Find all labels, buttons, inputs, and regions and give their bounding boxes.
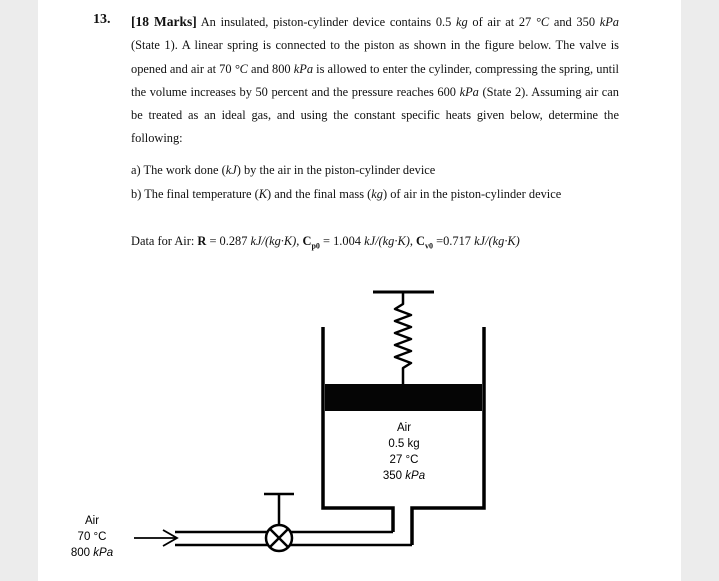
part-a-text: a) The work done ( (131, 163, 226, 177)
separator: , (296, 234, 303, 248)
statement-text: An insulated, piston-cylinder device contains 0.5 (196, 15, 457, 29)
statement-text: is allowed to enter the cylinder, compressing the spring, until the volume increases by 50 percent and the pressure reaches 600 (131, 61, 619, 99)
cp-value: = 1.004 (319, 234, 365, 248)
tank-air-name: Air (396, 422, 412, 434)
gas-constant-unit: kJ/(kg·K) (250, 234, 297, 248)
cv-unit: kJ/(kg·K) (474, 234, 520, 248)
unit-celsius: °C (234, 61, 248, 76)
tank-air-label (364, 420, 444, 484)
tank-pressure-value: 350 (382, 470, 406, 482)
unit-kpa: kPa (293, 61, 314, 76)
unit-kpa: kPa (459, 84, 479, 99)
statement-text: (State 1). A linear spring is connected to the piston as shown in the figure below. The valve is opened and air at 70 (131, 38, 619, 76)
cv-subscript: v0 (425, 241, 433, 251)
unit-kg: kg (371, 187, 383, 201)
tank-pressure-unit: kPa (405, 470, 426, 482)
tank-air-temperature: 27 °C (389, 454, 419, 466)
gas-constant-value: = 0.287 (206, 234, 251, 248)
cp-unit: kJ/(kg·K) (364, 234, 410, 248)
unit-kpa: kPa (599, 15, 619, 29)
unit-kg: kg (456, 15, 468, 29)
unit-k: K (258, 187, 268, 201)
inlet-air-label (56, 513, 128, 561)
part-b-text: b) The final temperature ( (131, 187, 259, 201)
inlet-pressure-unit: kPa (93, 547, 114, 559)
statement-text: and 800 (247, 61, 294, 76)
separator: , (409, 234, 417, 248)
tank-air-mass: 0.5 kg (388, 438, 420, 450)
inlet-air-name: Air (84, 515, 100, 527)
unit-kj: kJ (225, 163, 237, 177)
inlet-pressure-value: 800 (70, 547, 94, 559)
question-number: 13. (93, 12, 111, 27)
cv-symbol: C (416, 234, 425, 248)
part-a-text: ) by the air in the piston-cylinder device (236, 163, 436, 177)
part-b-text: ) of air in the piston-cylinder device (382, 187, 562, 201)
cp-subscript: p0 (311, 241, 320, 251)
piston (325, 384, 482, 411)
inlet-air-temperature: 70 °C (77, 531, 107, 543)
linear-spring (395, 292, 411, 384)
gas-constant-symbol: R (197, 234, 207, 248)
unit-celsius: °C (535, 15, 550, 29)
statement-text: (State 2). Assuming air can be treated as an ideal gas, and using the constant specific heats given below, determine the following: (131, 84, 619, 146)
cp-symbol: C (302, 234, 312, 248)
data-lead: Data for Air: (131, 234, 198, 248)
tank-air-pressure (364, 468, 444, 484)
statement-text: of air at 27 (467, 15, 536, 29)
cv-value: =0.717 (433, 234, 475, 248)
inlet-air-pressure (56, 545, 128, 561)
part-b-text: ) and the final mass ( (267, 187, 372, 201)
statement-text: and 350 (549, 15, 600, 29)
marks-label: [18 Marks] (131, 14, 197, 29)
